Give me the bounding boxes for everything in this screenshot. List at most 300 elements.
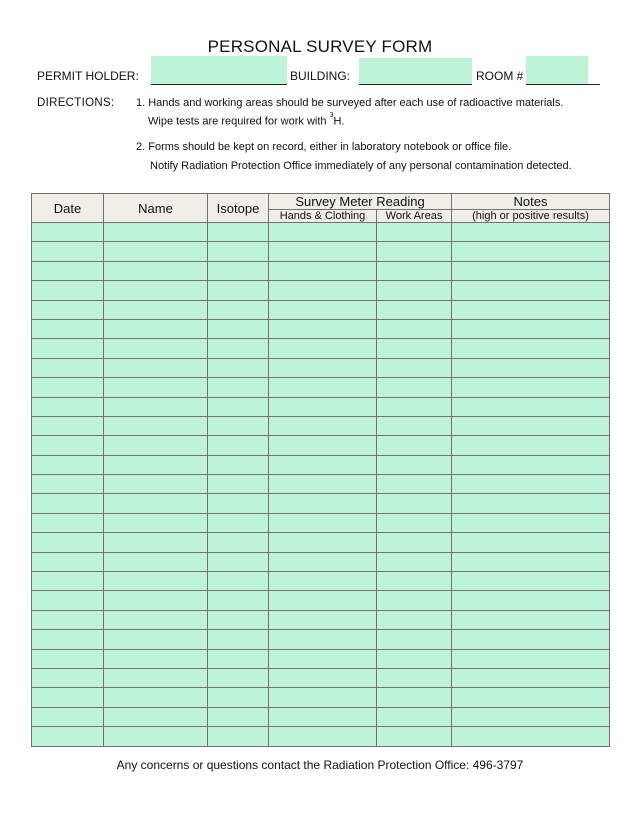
isotope-input[interactable]	[208, 670, 268, 688]
cell-date[interactable]	[32, 223, 104, 242]
date-input[interactable]	[32, 340, 103, 358]
work-areas-input[interactable]	[377, 631, 451, 649]
name-input[interactable]	[104, 728, 207, 746]
cell-work-areas[interactable]	[377, 630, 452, 649]
name-input[interactable]	[104, 224, 207, 242]
notes-input[interactable]	[452, 340, 609, 358]
cell-name[interactable]	[104, 610, 208, 629]
hands-clothing-input[interactable]	[269, 515, 376, 533]
name-input[interactable]	[104, 359, 207, 377]
name-input[interactable]	[104, 476, 207, 494]
cell-date[interactable]	[32, 707, 104, 726]
isotope-input[interactable]	[208, 379, 268, 397]
notes-input[interactable]	[452, 379, 609, 397]
work-areas-input[interactable]	[377, 592, 451, 610]
cell-notes[interactable]	[452, 610, 610, 629]
work-areas-input[interactable]	[377, 398, 451, 416]
cell-notes[interactable]	[452, 591, 610, 610]
cell-date[interactable]	[32, 397, 104, 416]
cell-hands-clothing[interactable]	[269, 358, 377, 377]
date-input[interactable]	[32, 592, 103, 610]
name-input[interactable]	[104, 592, 207, 610]
cell-name[interactable]	[104, 436, 208, 455]
cell-hands-clothing[interactable]	[269, 591, 377, 610]
isotope-input[interactable]	[208, 262, 268, 280]
cell-notes[interactable]	[452, 455, 610, 474]
date-input[interactable]	[32, 301, 103, 319]
permit-holder-input[interactable]	[151, 56, 287, 84]
cell-date[interactable]	[32, 572, 104, 591]
cell-isotope[interactable]	[208, 436, 269, 455]
notes-input[interactable]	[452, 476, 609, 494]
work-areas-input[interactable]	[377, 243, 451, 261]
cell-hands-clothing[interactable]	[269, 572, 377, 591]
cell-work-areas[interactable]	[377, 572, 452, 591]
work-areas-input[interactable]	[377, 553, 451, 571]
cell-date[interactable]	[32, 649, 104, 668]
cell-name[interactable]	[104, 358, 208, 377]
name-input[interactable]	[104, 670, 207, 688]
cell-date[interactable]	[32, 552, 104, 571]
cell-work-areas[interactable]	[377, 416, 452, 435]
cell-date[interactable]	[32, 513, 104, 532]
cell-date[interactable]	[32, 727, 104, 746]
cell-isotope[interactable]	[208, 610, 269, 629]
cell-isotope[interactable]	[208, 475, 269, 494]
hands-clothing-input[interactable]	[269, 379, 376, 397]
name-input[interactable]	[104, 418, 207, 436]
cell-work-areas[interactable]	[377, 513, 452, 532]
work-areas-input[interactable]	[377, 573, 451, 591]
date-input[interactable]	[32, 650, 103, 668]
notes-input[interactable]	[452, 728, 609, 746]
isotope-input[interactable]	[208, 282, 268, 300]
cell-hands-clothing[interactable]	[269, 223, 377, 242]
isotope-input[interactable]	[208, 553, 268, 571]
cell-hands-clothing[interactable]	[269, 668, 377, 687]
cell-hands-clothing[interactable]	[269, 707, 377, 726]
hands-clothing-input[interactable]	[269, 728, 376, 746]
cell-date[interactable]	[32, 591, 104, 610]
name-input[interactable]	[104, 321, 207, 339]
cell-name[interactable]	[104, 300, 208, 319]
cell-hands-clothing[interactable]	[269, 610, 377, 629]
date-input[interactable]	[32, 282, 103, 300]
cell-work-areas[interactable]	[377, 727, 452, 746]
work-areas-input[interactable]	[377, 650, 451, 668]
cell-isotope[interactable]	[208, 300, 269, 319]
cell-date[interactable]	[32, 358, 104, 377]
date-input[interactable]	[32, 262, 103, 280]
cell-work-areas[interactable]	[377, 300, 452, 319]
work-areas-input[interactable]	[377, 708, 451, 726]
cell-hands-clothing[interactable]	[269, 436, 377, 455]
notes-input[interactable]	[452, 282, 609, 300]
cell-work-areas[interactable]	[377, 688, 452, 707]
notes-input[interactable]	[452, 670, 609, 688]
hands-clothing-input[interactable]	[269, 224, 376, 242]
name-input[interactable]	[104, 534, 207, 552]
isotope-input[interactable]	[208, 611, 268, 629]
notes-input[interactable]	[452, 689, 609, 707]
cell-date[interactable]	[32, 261, 104, 280]
date-input[interactable]	[32, 670, 103, 688]
cell-hands-clothing[interactable]	[269, 261, 377, 280]
cell-isotope[interactable]	[208, 513, 269, 532]
cell-date[interactable]	[32, 668, 104, 687]
notes-input[interactable]	[452, 437, 609, 455]
date-input[interactable]	[32, 573, 103, 591]
cell-work-areas[interactable]	[377, 668, 452, 687]
cell-name[interactable]	[104, 455, 208, 474]
hands-clothing-input[interactable]	[269, 456, 376, 474]
cell-work-areas[interactable]	[377, 475, 452, 494]
hands-clothing-input[interactable]	[269, 611, 376, 629]
cell-name[interactable]	[104, 552, 208, 571]
cell-isotope[interactable]	[208, 339, 269, 358]
name-input[interactable]	[104, 611, 207, 629]
isotope-input[interactable]	[208, 650, 268, 668]
name-input[interactable]	[104, 553, 207, 571]
cell-hands-clothing[interactable]	[269, 339, 377, 358]
cell-date[interactable]	[32, 319, 104, 338]
name-input[interactable]	[104, 379, 207, 397]
isotope-input[interactable]	[208, 301, 268, 319]
hands-clothing-input[interactable]	[269, 476, 376, 494]
hands-clothing-input[interactable]	[269, 553, 376, 571]
cell-name[interactable]	[104, 533, 208, 552]
cell-isotope[interactable]	[208, 416, 269, 435]
cell-hands-clothing[interactable]	[269, 378, 377, 397]
cell-notes[interactable]	[452, 319, 610, 338]
cell-isotope[interactable]	[208, 668, 269, 687]
hands-clothing-input[interactable]	[269, 534, 376, 552]
cell-isotope[interactable]	[208, 378, 269, 397]
date-input[interactable]	[32, 398, 103, 416]
room-field[interactable]	[526, 56, 600, 85]
hands-clothing-input[interactable]	[269, 573, 376, 591]
cell-work-areas[interactable]	[377, 552, 452, 571]
cell-work-areas[interactable]	[377, 610, 452, 629]
date-input[interactable]	[32, 708, 103, 726]
date-input[interactable]	[32, 437, 103, 455]
cell-name[interactable]	[104, 223, 208, 242]
cell-work-areas[interactable]	[377, 707, 452, 726]
name-input[interactable]	[104, 495, 207, 513]
notes-input[interactable]	[452, 321, 609, 339]
cell-name[interactable]	[104, 649, 208, 668]
cell-hands-clothing[interactable]	[269, 727, 377, 746]
isotope-input[interactable]	[208, 437, 268, 455]
cell-isotope[interactable]	[208, 494, 269, 513]
cell-hands-clothing[interactable]	[269, 552, 377, 571]
cell-date[interactable]	[32, 688, 104, 707]
cell-isotope[interactable]	[208, 572, 269, 591]
cell-work-areas[interactable]	[377, 533, 452, 552]
isotope-input[interactable]	[208, 398, 268, 416]
cell-name[interactable]	[104, 572, 208, 591]
date-input[interactable]	[32, 418, 103, 436]
name-input[interactable]	[104, 243, 207, 261]
notes-input[interactable]	[452, 456, 609, 474]
cell-notes[interactable]	[452, 281, 610, 300]
date-input[interactable]	[32, 224, 103, 242]
hands-clothing-input[interactable]	[269, 301, 376, 319]
notes-input[interactable]	[452, 650, 609, 668]
name-input[interactable]	[104, 340, 207, 358]
cell-hands-clothing[interactable]	[269, 281, 377, 300]
cell-work-areas[interactable]	[377, 281, 452, 300]
cell-hands-clothing[interactable]	[269, 649, 377, 668]
cell-notes[interactable]	[452, 223, 610, 242]
permit-holder-field[interactable]	[151, 56, 287, 85]
hands-clothing-input[interactable]	[269, 359, 376, 377]
date-input[interactable]	[32, 321, 103, 339]
building-field[interactable]	[359, 58, 472, 85]
cell-name[interactable]	[104, 242, 208, 261]
date-input[interactable]	[32, 476, 103, 494]
work-areas-input[interactable]	[377, 515, 451, 533]
notes-input[interactable]	[452, 418, 609, 436]
cell-name[interactable]	[104, 475, 208, 494]
isotope-input[interactable]	[208, 418, 268, 436]
cell-hands-clothing[interactable]	[269, 688, 377, 707]
cell-work-areas[interactable]	[377, 339, 452, 358]
cell-hands-clothing[interactable]	[269, 319, 377, 338]
notes-input[interactable]	[452, 262, 609, 280]
cell-date[interactable]	[32, 416, 104, 435]
name-input[interactable]	[104, 398, 207, 416]
hands-clothing-input[interactable]	[269, 708, 376, 726]
cell-name[interactable]	[104, 688, 208, 707]
cell-notes[interactable]	[452, 494, 610, 513]
cell-date[interactable]	[32, 339, 104, 358]
cell-name[interactable]	[104, 668, 208, 687]
cell-work-areas[interactable]	[377, 261, 452, 280]
work-areas-input[interactable]	[377, 359, 451, 377]
cell-notes[interactable]	[452, 572, 610, 591]
notes-input[interactable]	[452, 573, 609, 591]
cell-work-areas[interactable]	[377, 455, 452, 474]
cell-isotope[interactable]	[208, 358, 269, 377]
cell-date[interactable]	[32, 533, 104, 552]
cell-hands-clothing[interactable]	[269, 630, 377, 649]
cell-notes[interactable]	[452, 552, 610, 571]
work-areas-input[interactable]	[377, 321, 451, 339]
hands-clothing-input[interactable]	[269, 262, 376, 280]
cell-notes[interactable]	[452, 668, 610, 687]
cell-hands-clothing[interactable]	[269, 494, 377, 513]
work-areas-input[interactable]	[377, 534, 451, 552]
date-input[interactable]	[32, 495, 103, 513]
cell-notes[interactable]	[452, 649, 610, 668]
date-input[interactable]	[32, 379, 103, 397]
work-areas-input[interactable]	[377, 728, 451, 746]
notes-input[interactable]	[452, 301, 609, 319]
cell-date[interactable]	[32, 630, 104, 649]
notes-input[interactable]	[452, 398, 609, 416]
date-input[interactable]	[32, 534, 103, 552]
cell-hands-clothing[interactable]	[269, 475, 377, 494]
cell-isotope[interactable]	[208, 319, 269, 338]
cell-isotope[interactable]	[208, 223, 269, 242]
cell-date[interactable]	[32, 494, 104, 513]
name-input[interactable]	[104, 456, 207, 474]
cell-name[interactable]	[104, 378, 208, 397]
hands-clothing-input[interactable]	[269, 418, 376, 436]
isotope-input[interactable]	[208, 728, 268, 746]
cell-work-areas[interactable]	[377, 223, 452, 242]
work-areas-input[interactable]	[377, 282, 451, 300]
cell-isotope[interactable]	[208, 397, 269, 416]
isotope-input[interactable]	[208, 224, 268, 242]
cell-work-areas[interactable]	[377, 319, 452, 338]
work-areas-input[interactable]	[377, 689, 451, 707]
isotope-input[interactable]	[208, 534, 268, 552]
notes-input[interactable]	[452, 534, 609, 552]
date-input[interactable]	[32, 243, 103, 261]
cell-date[interactable]	[32, 378, 104, 397]
notes-input[interactable]	[452, 515, 609, 533]
cell-name[interactable]	[104, 281, 208, 300]
cell-notes[interactable]	[452, 688, 610, 707]
cell-name[interactable]	[104, 513, 208, 532]
date-input[interactable]	[32, 553, 103, 571]
date-input[interactable]	[32, 689, 103, 707]
isotope-input[interactable]	[208, 689, 268, 707]
cell-isotope[interactable]	[208, 533, 269, 552]
isotope-input[interactable]	[208, 340, 268, 358]
hands-clothing-input[interactable]	[269, 321, 376, 339]
cell-isotope[interactable]	[208, 242, 269, 261]
cell-isotope[interactable]	[208, 707, 269, 726]
cell-hands-clothing[interactable]	[269, 455, 377, 474]
cell-notes[interactable]	[452, 475, 610, 494]
cell-notes[interactable]	[452, 707, 610, 726]
notes-input[interactable]	[452, 495, 609, 513]
cell-isotope[interactable]	[208, 261, 269, 280]
cell-isotope[interactable]	[208, 688, 269, 707]
cell-notes[interactable]	[452, 358, 610, 377]
cell-name[interactable]	[104, 707, 208, 726]
isotope-input[interactable]	[208, 495, 268, 513]
notes-input[interactable]	[452, 359, 609, 377]
name-input[interactable]	[104, 650, 207, 668]
isotope-input[interactable]	[208, 243, 268, 261]
hands-clothing-input[interactable]	[269, 689, 376, 707]
cell-date[interactable]	[32, 610, 104, 629]
cell-notes[interactable]	[452, 242, 610, 261]
cell-hands-clothing[interactable]	[269, 533, 377, 552]
date-input[interactable]	[32, 611, 103, 629]
work-areas-input[interactable]	[377, 670, 451, 688]
notes-input[interactable]	[452, 243, 609, 261]
cell-notes[interactable]	[452, 727, 610, 746]
cell-notes[interactable]	[452, 300, 610, 319]
date-input[interactable]	[32, 456, 103, 474]
cell-isotope[interactable]	[208, 455, 269, 474]
notes-input[interactable]	[452, 631, 609, 649]
cell-date[interactable]	[32, 475, 104, 494]
cell-name[interactable]	[104, 630, 208, 649]
hands-clothing-input[interactable]	[269, 631, 376, 649]
cell-work-areas[interactable]	[377, 378, 452, 397]
notes-input[interactable]	[452, 708, 609, 726]
date-input[interactable]	[32, 359, 103, 377]
cell-name[interactable]	[104, 416, 208, 435]
cell-hands-clothing[interactable]	[269, 242, 377, 261]
cell-hands-clothing[interactable]	[269, 300, 377, 319]
cell-hands-clothing[interactable]	[269, 416, 377, 435]
cell-notes[interactable]	[452, 416, 610, 435]
cell-name[interactable]	[104, 494, 208, 513]
date-input[interactable]	[32, 515, 103, 533]
cell-name[interactable]	[104, 261, 208, 280]
cell-work-areas[interactable]	[377, 649, 452, 668]
work-areas-input[interactable]	[377, 340, 451, 358]
name-input[interactable]	[104, 573, 207, 591]
isotope-input[interactable]	[208, 359, 268, 377]
hands-clothing-input[interactable]	[269, 670, 376, 688]
notes-input[interactable]	[452, 611, 609, 629]
name-input[interactable]	[104, 708, 207, 726]
cell-isotope[interactable]	[208, 649, 269, 668]
name-input[interactable]	[104, 262, 207, 280]
date-input[interactable]	[32, 631, 103, 649]
isotope-input[interactable]	[208, 631, 268, 649]
room-input[interactable]	[526, 56, 600, 84]
cell-notes[interactable]	[452, 513, 610, 532]
work-areas-input[interactable]	[377, 611, 451, 629]
name-input[interactable]	[104, 282, 207, 300]
hands-clothing-input[interactable]	[269, 398, 376, 416]
cell-notes[interactable]	[452, 378, 610, 397]
isotope-input[interactable]	[208, 592, 268, 610]
cell-notes[interactable]	[452, 397, 610, 416]
cell-notes[interactable]	[452, 261, 610, 280]
name-input[interactable]	[104, 515, 207, 533]
notes-input[interactable]	[452, 224, 609, 242]
work-areas-input[interactable]	[377, 495, 451, 513]
cell-name[interactable]	[104, 727, 208, 746]
hands-clothing-input[interactable]	[269, 437, 376, 455]
cell-notes[interactable]	[452, 339, 610, 358]
isotope-input[interactable]	[208, 708, 268, 726]
hands-clothing-input[interactable]	[269, 340, 376, 358]
hands-clothing-input[interactable]	[269, 592, 376, 610]
name-input[interactable]	[104, 631, 207, 649]
work-areas-input[interactable]	[377, 262, 451, 280]
cell-work-areas[interactable]	[377, 397, 452, 416]
cell-work-areas[interactable]	[377, 436, 452, 455]
hands-clothing-input[interactable]	[269, 243, 376, 261]
cell-work-areas[interactable]	[377, 242, 452, 261]
name-input[interactable]	[104, 301, 207, 319]
cell-date[interactable]	[32, 455, 104, 474]
work-areas-input[interactable]	[377, 379, 451, 397]
cell-work-areas[interactable]	[377, 358, 452, 377]
cell-work-areas[interactable]	[377, 494, 452, 513]
cell-hands-clothing[interactable]	[269, 513, 377, 532]
hands-clothing-input[interactable]	[269, 282, 376, 300]
hands-clothing-input[interactable]	[269, 495, 376, 513]
cell-hands-clothing[interactable]	[269, 397, 377, 416]
cell-date[interactable]	[32, 281, 104, 300]
work-areas-input[interactable]	[377, 437, 451, 455]
cell-date[interactable]	[32, 300, 104, 319]
date-input[interactable]	[32, 728, 103, 746]
cell-date[interactable]	[32, 242, 104, 261]
